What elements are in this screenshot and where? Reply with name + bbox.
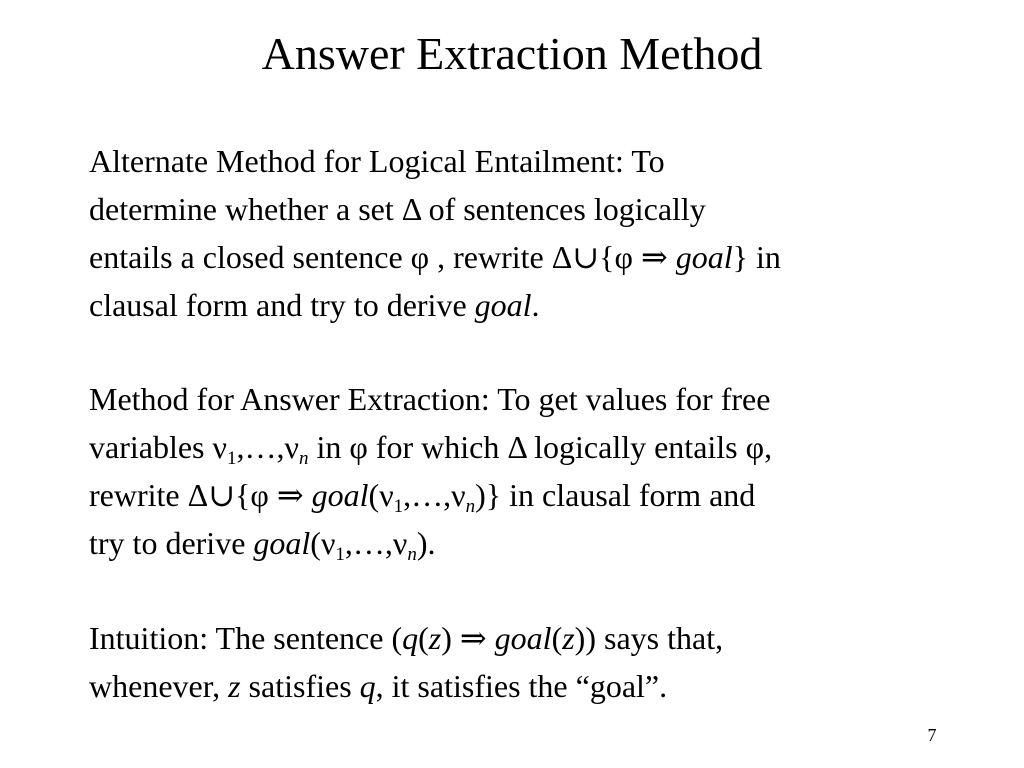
slide-title: Answer Extraction Method xyxy=(261,28,763,79)
text: ) ⇒ xyxy=(441,620,495,656)
text: try to derive xyxy=(89,525,254,561)
text: whenever, xyxy=(89,668,229,704)
text-line xyxy=(89,233,969,281)
subscript: 1 xyxy=(226,448,237,469)
text: Method for Answer Extraction: To get values for free xyxy=(89,381,771,417)
text: rewrite Δ∪{φ ⇒ xyxy=(89,477,312,513)
text: )} in clausal form and xyxy=(475,477,756,513)
subscript-n: n xyxy=(298,448,309,469)
var-q: q xyxy=(402,620,419,656)
subscript-n: n xyxy=(407,544,417,565)
text-line xyxy=(89,375,969,423)
text: ,…,ν xyxy=(403,477,466,513)
goal-term: goal xyxy=(253,525,311,561)
subscript xyxy=(407,544,417,565)
text-line xyxy=(89,471,969,519)
subscript xyxy=(466,496,476,517)
var-q: q xyxy=(359,668,376,704)
goal-term: goal xyxy=(474,287,532,323)
text: ). xyxy=(416,525,436,561)
paragraph-alternate-method xyxy=(89,137,969,329)
text: Alternate Method for Logical Entailment: To xyxy=(89,143,665,179)
text-line xyxy=(89,185,969,233)
text-line xyxy=(89,137,969,185)
var-z: z xyxy=(428,620,442,656)
var-z: z xyxy=(228,668,241,704)
goal-term: goal xyxy=(311,477,369,513)
text: ( xyxy=(418,620,429,656)
text: satisfies xyxy=(240,668,360,704)
text: . xyxy=(531,287,540,323)
text-line xyxy=(89,519,969,567)
text-line xyxy=(89,614,969,662)
subscript: 1 xyxy=(335,544,345,565)
text: in φ for which Δ logically entails φ, xyxy=(308,429,773,465)
text: entails a closed sentence φ , rewrite Δ∪{φ ⇒ xyxy=(89,239,676,275)
text: } in xyxy=(732,239,781,275)
text: determine whether a set Δ of sentences logically xyxy=(89,191,706,227)
text: (ν xyxy=(368,477,394,513)
text: ,…,ν xyxy=(236,429,299,465)
text: ( xyxy=(551,620,563,656)
text: )) says that, xyxy=(574,620,724,656)
paragraph-intuition xyxy=(89,614,969,710)
page-number: 7 xyxy=(927,725,937,745)
text: (ν xyxy=(310,525,336,561)
subscript: 1 xyxy=(393,496,404,517)
goal-term: goal xyxy=(494,620,552,656)
text-line xyxy=(89,423,969,471)
subscript-n: n xyxy=(465,496,476,517)
text: clausal form and try to derive xyxy=(89,287,475,323)
text-line xyxy=(89,662,969,710)
subscript xyxy=(299,448,309,469)
text: variables ν xyxy=(89,429,227,465)
paragraph-answer-extraction xyxy=(89,375,969,567)
text: , it satisfies the “goal”. xyxy=(375,668,668,704)
text: Intuition: The sentence ( xyxy=(89,620,403,656)
text-line xyxy=(89,281,969,329)
goal-term: goal xyxy=(675,239,733,275)
text: ,…,ν xyxy=(344,525,408,561)
var-z: z xyxy=(562,620,575,656)
